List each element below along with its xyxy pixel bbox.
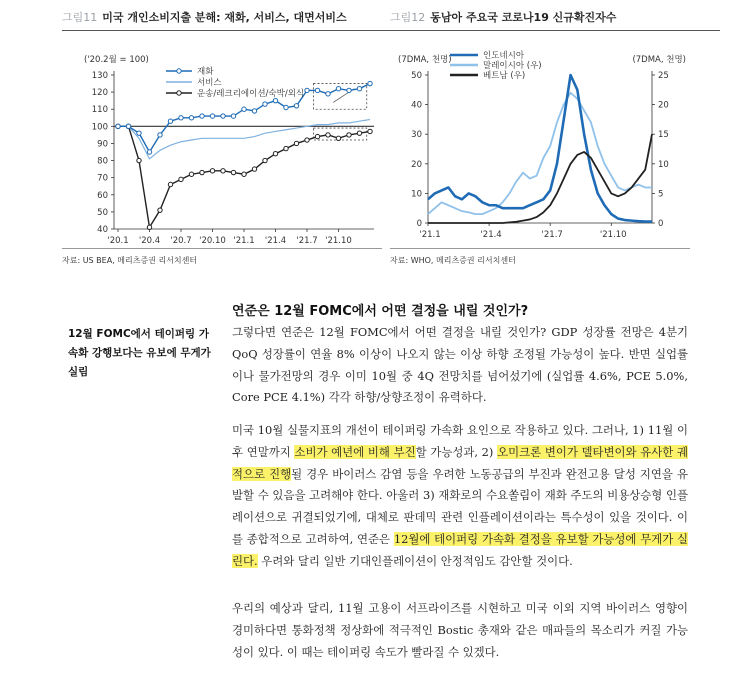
legend-label: 말레이시아 (우) — [483, 61, 542, 71]
data-point — [126, 124, 130, 128]
right-y-tick-label: 0 — [658, 219, 664, 229]
left-y-tick-label: 30 — [411, 130, 422, 141]
data-point — [189, 116, 193, 120]
data-point — [210, 169, 214, 173]
legend-label: 서비스 — [197, 78, 222, 88]
legend-label: 인도네시아 — [483, 51, 525, 61]
data-point — [137, 131, 141, 135]
data-point — [315, 134, 319, 138]
data-point — [326, 92, 330, 96]
data-point — [200, 170, 204, 174]
data-point — [168, 119, 172, 123]
data-point — [252, 167, 256, 171]
right-y-tick-label: 25 — [658, 71, 669, 81]
highlight-taper-hold: 12월에 테이퍼링 가속화 결정을 유보할 가능성에 무게가 실린다. — [232, 531, 689, 568]
legend-marker — [177, 69, 181, 73]
paragraph-2-text-3: 될 경우 바이러스 감염 등을 우려한 노동공급의 부진과 완전고용 달성 지연을 유발할 수 있음을 고려해야 한다. 아울러 3) 재화로의 수요쏠림이 재화 주도의 비용상승형 인플레이션으로 귀결되었기에, 대체로 판데믹 관련 인플레이션이라는 특수성이 있을 것이다. 이를 종합적으로 고려하여, 연준은 — [232, 466, 689, 546]
data-point — [168, 182, 172, 186]
sidebar-note: 12월 FOMC에서 테이퍼링 가속화 강행보다는 유보에 무게가 실림 — [68, 328, 211, 378]
y-tick-label: 60 — [97, 190, 108, 201]
y-tick-label: 70 — [97, 173, 108, 184]
data-point — [158, 133, 162, 137]
x-tick-label: '20.7 — [170, 236, 192, 246]
data-point — [368, 129, 372, 133]
x-tick-label: '21.1 — [419, 230, 441, 240]
data-point — [368, 81, 372, 85]
data-point — [347, 88, 351, 92]
data-point — [242, 172, 246, 176]
paragraph-2 — [232, 420, 688, 573]
data-point — [357, 131, 361, 135]
paragraph-3: 우리의 예상과 달리, 11월 고용이 서프라이즈를 시현하고 미국 이외 지역 바이러스 영향이 경미하다면 통화정책 정상화에 적극적인 Bostic 총재와 같은 매파들의 목소리가 커질 가능성이 있다. 이 때는 테이퍼링 속도가 빨라질 수 있겠다. — [232, 601, 688, 659]
data-point — [294, 141, 298, 145]
y-tick-label: 110 — [91, 105, 108, 116]
y-tick-label: 50 — [97, 207, 108, 218]
x-tick-label: '20.1 — [107, 236, 129, 246]
data-point — [221, 169, 225, 173]
legend-marker — [177, 91, 181, 95]
figure-11-number: 그림11 — [62, 11, 98, 24]
figure-12-title-bar — [390, 8, 720, 28]
x-tick-label: '21.4 — [264, 236, 287, 246]
data-point — [294, 104, 298, 108]
legend-label: 운송/레크리에이션/숙박/외식 — [197, 89, 305, 99]
y-tick-label: 100 — [91, 122, 108, 133]
data-point — [147, 225, 151, 229]
data-point — [221, 114, 225, 118]
data-point — [273, 152, 277, 156]
data-point — [357, 86, 361, 90]
figure-11-chart — [62, 31, 382, 249]
data-point — [231, 114, 235, 118]
paragraph-2-text-2: 할 가능성과, 2) — [415, 444, 498, 459]
left-y-tick-label: 10 — [411, 189, 422, 200]
paragraph-1: 그렇다면 연준은 12월 FOMC에서 어떤 결정을 내릴 것인가? GDP 성장률 전망은 4분기 QoQ 성장률이 연율 8% 이상이 나오지 않는 이상 하향 조정될 가능성이 높다. 반면 실업률이나 물가전망의 경우 이미 10월 중 4Q 전망치를 넘어섰기에 (실업률 4.6%, PCE 5.0%, Core PCE 4.1%) 각각 하향/상향조정이 유력하다. — [232, 325, 688, 405]
legend-label: 재화 — [197, 67, 214, 77]
x-tick-label: '20.10 — [199, 236, 226, 246]
right-unit-label: (7DMA, 천명) — [632, 55, 686, 65]
x-tick-label: '21.10 — [599, 230, 627, 240]
data-point — [200, 114, 204, 118]
x-tick-label: '21.4 — [480, 230, 502, 240]
left-y-tick-label: 0 — [416, 219, 422, 229]
data-point — [263, 158, 267, 162]
x-tick-label: '21.10 — [325, 236, 352, 246]
data-point — [347, 133, 351, 137]
figure-11 — [62, 8, 392, 253]
figure-11-bottom-rule — [62, 248, 382, 249]
data-point — [179, 177, 183, 181]
figure-11-title: 미국 개인소비지출 분해: 재화, 서비스, 대면서비스 — [102, 11, 347, 24]
data-point — [273, 98, 277, 102]
data-point — [189, 172, 193, 176]
data-point — [305, 138, 309, 142]
x-tick-label: '21.1 — [233, 236, 255, 246]
y-tick-label: 130 — [91, 71, 108, 81]
left-y-tick-label: 20 — [411, 159, 422, 170]
section-title: 연준은 12월 FOMC에서 어떤 결정을 내릴 것인가? — [232, 304, 529, 319]
unit-label: ('20.2월 = 100) — [84, 55, 149, 65]
right-y-tick-label: 5 — [658, 189, 664, 200]
left-unit-label: (7DMA, 천명) — [398, 55, 452, 65]
left-y-tick-label: 50 — [411, 71, 422, 81]
paragraph-2-text-4: 우려와 달리 일반 기대인플레이션이 안정적임도 감안할 것이다. — [257, 553, 573, 568]
data-point — [305, 88, 309, 92]
data-point — [336, 136, 340, 140]
data-point — [284, 146, 288, 150]
right-y-tick-label: 20 — [658, 100, 669, 111]
series-line — [428, 75, 652, 222]
right-y-tick-label: 10 — [658, 159, 669, 170]
x-tick-label: '21.7 — [296, 236, 318, 246]
legend-label: 베트남 (우) — [483, 71, 526, 81]
x-tick-label: '21.7 — [541, 230, 563, 240]
figure-12-number: 그림12 — [390, 11, 426, 24]
data-point — [326, 133, 330, 137]
right-y-tick-label: 15 — [658, 130, 669, 141]
data-point — [210, 114, 214, 118]
highlight-omicron: 오미크론 변이가 델타변이와 유사한 궤적으로 진행 — [232, 444, 688, 481]
data-point — [242, 107, 246, 111]
figure-12-bottom-rule — [390, 248, 690, 249]
y-tick-label: 80 — [97, 156, 108, 167]
figure-11-title-bar — [62, 8, 392, 28]
y-tick-label: 90 — [97, 139, 108, 150]
data-point — [336, 86, 340, 90]
data-point — [137, 158, 141, 162]
data-point — [147, 150, 151, 154]
left-y-tick-label: 40 — [411, 100, 422, 111]
figure-12 — [390, 8, 720, 253]
y-tick-label: 120 — [91, 88, 108, 99]
figure-12-title: 동남아 주요국 코로나19 신규확진자수 — [430, 11, 617, 24]
data-point — [315, 88, 319, 92]
figure-11-source: 자료: US BEA, 메리츠증권 리서치센터 — [62, 256, 198, 265]
data-point — [263, 102, 267, 106]
data-point — [158, 208, 162, 212]
figure-12-source: 자료: WHO, 메리츠증권 리서치센터 — [390, 256, 516, 265]
x-tick-label: '20.4 — [138, 236, 161, 246]
data-point — [231, 170, 235, 174]
paragraph-2-text-1: 미국 10월 실물지표의 개선이 테이퍼링 가속화 요인으로 작용하고 있다. 그러나, 1) 11월 이후 연말까지 — [232, 423, 688, 459]
data-point — [252, 109, 256, 113]
figure-12-chart — [390, 31, 690, 249]
highlight-consumption: 소비가 예년에 비해 부진 — [294, 444, 416, 459]
series-line — [118, 119, 370, 158]
data-point — [284, 105, 288, 109]
data-point — [179, 116, 183, 120]
series-line — [428, 134, 652, 223]
data-point — [116, 124, 120, 128]
y-tick-label: 40 — [97, 225, 108, 235]
